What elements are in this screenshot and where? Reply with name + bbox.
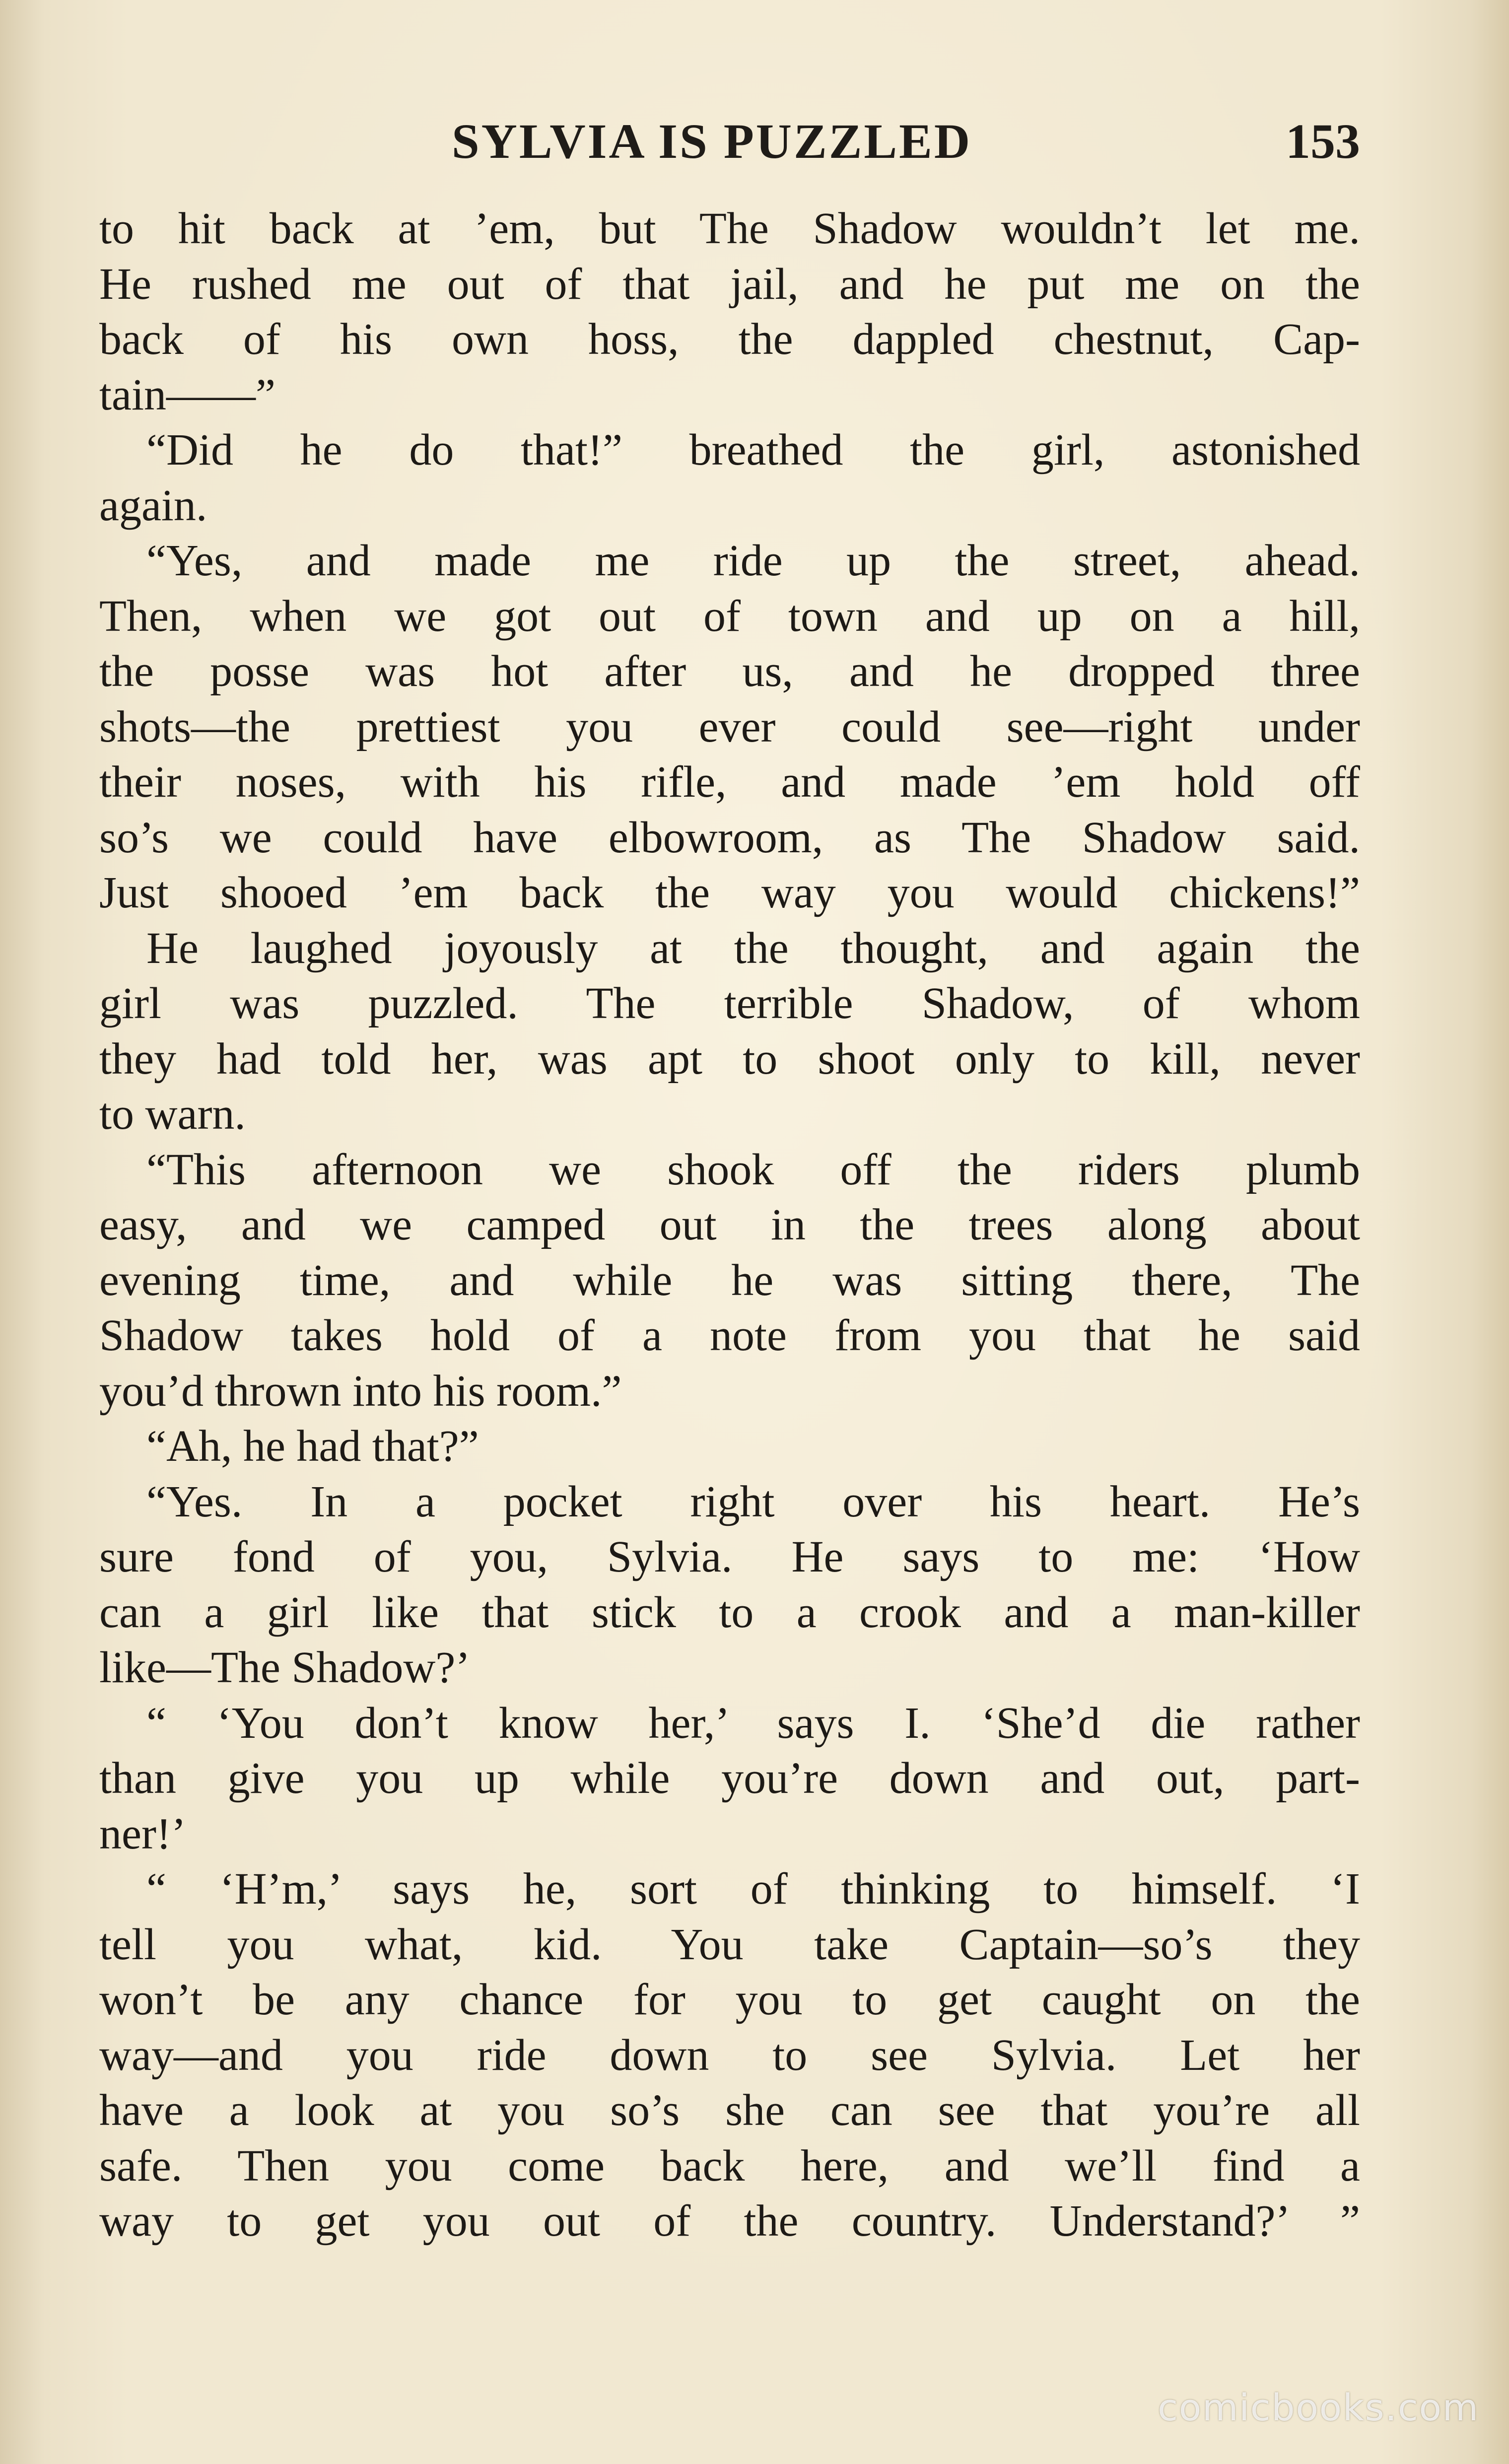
text-line: way to get you out of the country. Understand?’ ” (99, 2196, 1360, 2246)
text-line: Shadow takes hold of a note from you that he said (99, 1311, 1360, 1360)
text-line: safe. Then you come back here, and we’ll find a (99, 2141, 1360, 2190)
text-line: than give you up while you’re down and out, part- (99, 1754, 1360, 1803)
text-line: “Yes. In a pocket right over his heart. He’s (146, 1477, 1360, 1526)
watermark-logo: comicbooks.com (1158, 2387, 1479, 2429)
running-header (74, 107, 1360, 176)
text-line: way—and you ride down to see Sylvia. Let her (99, 2030, 1360, 2080)
text-line: “ ‘H’m,’ says he, sort of thinking to himself. ‘I (146, 1864, 1360, 1914)
text-line: to hit back at ’em, but The Shadow wouldn’t let me. (99, 204, 1360, 253)
text-line: their noses, with his rifle, and made ’em hold off (99, 757, 1360, 807)
text-line: He rushed me out of that jail, and he put me on the (99, 259, 1360, 309)
text-line: easy, and we camped out in the trees along about (99, 1200, 1360, 1249)
text-line: so’s we could have elbowroom, as The Shadow said. (99, 813, 1360, 862)
text-line: “Yes, and made me ride up the street, ahead. (146, 536, 1360, 585)
page-number: 153 (1286, 114, 1360, 169)
text-line: He laughed joyously at the thought, and again the (146, 923, 1360, 973)
text-line: won’t be any chance for you to get caught on the (99, 1975, 1360, 2024)
text-line: can a girl like that stick to a crook and a man-killer (99, 1587, 1360, 1637)
text-line: tell you what, kid. You take Captain—so’s they (99, 1919, 1360, 1969)
text-line: again. (99, 480, 207, 530)
text-line: Just shooed ’em back the way you would chickens!” (99, 868, 1360, 917)
text-line: back of his own hoss, the dappled chestnut, Cap- (99, 315, 1360, 364)
text-line: tain——” (99, 370, 275, 419)
text-line: you’d thrown into his room.” (99, 1366, 622, 1416)
text-line: “Ah, he had that?” (146, 1422, 479, 1471)
text-line: like—The Shadow?’ (99, 1643, 471, 1692)
chapter-title: SYLVIA IS PUZZLED (452, 114, 972, 169)
text-line: “This afternoon we shook off the riders plumb (146, 1145, 1360, 1194)
text-line: sure fond of you, Sylvia. He says to me: ‘How (99, 1532, 1360, 1581)
body-text (99, 201, 1360, 2249)
text-line: to warn. (99, 1090, 246, 1139)
text-line: shots—the prettiest you ever could see—right under (99, 702, 1360, 752)
text-line: they had told her, was apt to shoot only to kill, never (99, 1034, 1360, 1084)
text-line: Then, when we got out of town and up on a hill, (99, 591, 1360, 641)
text-line: ner!’ (99, 1809, 186, 1858)
text-line: have a look at you so’s she can see that you’re all (99, 2086, 1360, 2135)
text-line: girl was puzzled. The terrible Shadow, of whom (99, 979, 1360, 1028)
text-line: “ ‘You don’t know her,’ says I. ‘She’d die rather (146, 1698, 1360, 1748)
text-line: the posse was hot after us, and he dropped three (99, 647, 1360, 696)
text-line: evening time, and while he was sitting there, The (99, 1255, 1360, 1305)
text-line: “Did he do that!” breathed the girl, astonished (146, 425, 1360, 475)
